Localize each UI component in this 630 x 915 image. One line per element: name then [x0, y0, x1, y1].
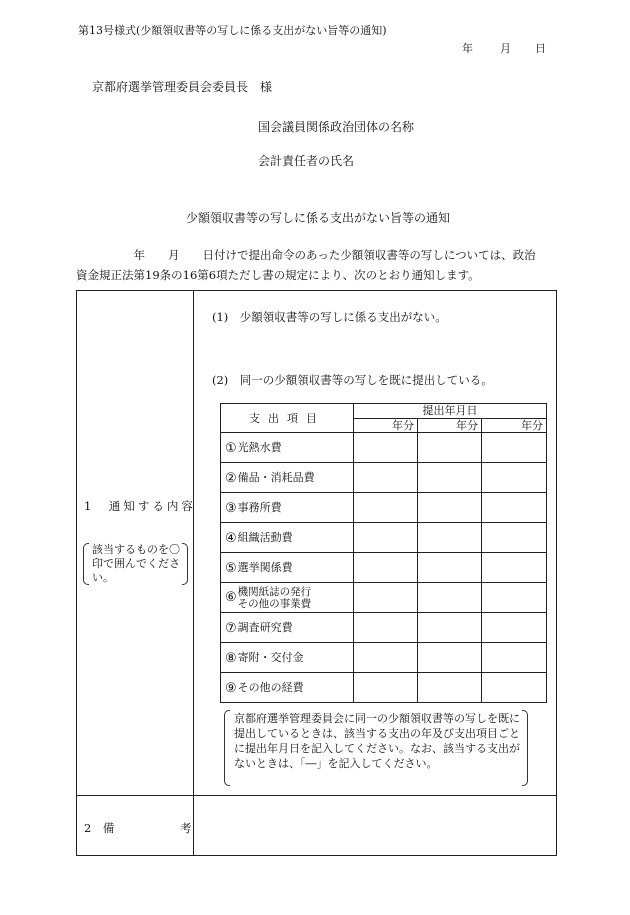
date-cell[interactable]: [418, 673, 482, 703]
section1-title: 1 通知する内容: [84, 499, 196, 513]
date-year-label: 年: [462, 42, 473, 55]
section2-title-end: 考: [180, 821, 192, 835]
date-cell[interactable]: [482, 433, 547, 463]
date-cell[interactable]: [418, 523, 482, 553]
section1-bracket-note: [83, 543, 188, 585]
date-cell[interactable]: [482, 463, 547, 493]
option-2: (2) 同一の少額領収書等の写しを既に提出している。: [212, 373, 493, 387]
date-cell[interactable]: [418, 613, 482, 643]
bracket-right: [182, 543, 188, 585]
date-column-header: 提出年月日: [354, 404, 547, 419]
date-month-label: 月: [500, 42, 511, 55]
bracket-left: [83, 543, 89, 585]
date-cell[interactable]: [354, 433, 418, 463]
table-row: [221, 553, 547, 583]
date-cell[interactable]: [418, 463, 482, 493]
table-row: [221, 463, 547, 493]
date-cell[interactable]: [482, 493, 547, 523]
date-cell[interactable]: [418, 433, 482, 463]
option-1: (1) 少額領収書等の写しに係る支出がない。: [212, 310, 447, 324]
table-row: [221, 433, 547, 463]
item-column-header: 支出項目: [221, 404, 354, 433]
treasurer-label: 会計責任者の氏名: [258, 154, 355, 168]
date-cell[interactable]: [354, 493, 418, 523]
date-cell[interactable]: [418, 643, 482, 673]
expense-item: ④組織活動費: [221, 523, 354, 553]
expense-item: ③事務所費: [221, 493, 354, 523]
expense-item: ⑤選挙関係費: [221, 553, 354, 583]
table-row: [221, 493, 547, 523]
expense-item: ⑧寄附・交付金: [221, 643, 354, 673]
intro-line-2: 資金規正法第19条の16第6項ただし書の規定により、次のとおり通知します。: [76, 268, 480, 282]
document-title: 少額領収書等の写しに係る支出がない旨等の通知: [186, 211, 451, 225]
intro-paragraph: [76, 245, 560, 285]
date-cell[interactable]: [418, 493, 482, 523]
date-cell[interactable]: [482, 613, 547, 643]
year-column-1: 年分: [354, 418, 418, 433]
instruction-note-text: 京都府選挙管理委員会に同一の少額領収書等の写しを既に提出しているときは、該当する支出の年及び支出項目ごとに提出年月日を記入してください。なお、該当する支出がないときは、「―」を記入してください。: [234, 712, 520, 770]
date-cell[interactable]: [482, 553, 547, 583]
intro-line-1: 年 月 日付けで提出命令のあった少額領収書等の写しについては、政治: [76, 248, 536, 262]
expense-item: ②備品・消耗品費: [221, 463, 354, 493]
table-row: [221, 673, 547, 703]
expense-item: ⑨その他の経費: [221, 673, 354, 703]
bracket-left: [224, 710, 230, 786]
date-cell[interactable]: [418, 583, 482, 613]
table-row: [221, 643, 547, 673]
date-cell[interactable]: [354, 673, 418, 703]
date-cell[interactable]: [482, 523, 547, 553]
date-cell[interactable]: [482, 643, 547, 673]
expense-items-table: [220, 403, 547, 703]
remarks-field[interactable]: [194, 796, 556, 855]
date-cell[interactable]: [354, 583, 418, 613]
table-row: [221, 523, 547, 553]
main-table-divider: [193, 290, 194, 856]
date-cell[interactable]: [482, 673, 547, 703]
date-day-label: 日: [535, 42, 546, 55]
table-row: [221, 613, 547, 643]
year-column-2: 年分: [418, 418, 482, 433]
date-cell[interactable]: [482, 583, 547, 613]
section2-title: [84, 820, 192, 836]
date-cell[interactable]: [354, 523, 418, 553]
year-column-3: 年分: [482, 418, 547, 433]
date-cell[interactable]: [354, 613, 418, 643]
org-name-label: 国会議員関係政治団体の名称: [258, 120, 415, 134]
section1-instruction-note: [224, 710, 528, 786]
expense-item: ⑦調査研究費: [221, 613, 354, 643]
date-cell[interactable]: [354, 463, 418, 493]
bracket-right: [522, 710, 528, 786]
table-row: [221, 583, 547, 613]
bracket-note-text: 該当するものを〇印で囲んでください。: [92, 543, 180, 584]
date-cell[interactable]: [418, 553, 482, 583]
form-number: 第13号様式(少額領収書等の写しに係る支出がない旨等の通知): [78, 24, 387, 37]
date-cell[interactable]: [354, 553, 418, 583]
date-cell[interactable]: [354, 643, 418, 673]
expense-item: ①光熱水費: [221, 433, 354, 463]
expense-item: ⑥機関紙誌の発行 その他の事業費: [221, 583, 354, 613]
section2-title-num: 2 備: [84, 821, 115, 835]
addressee: 京都府選挙管理委員会委員長 様: [92, 80, 273, 94]
